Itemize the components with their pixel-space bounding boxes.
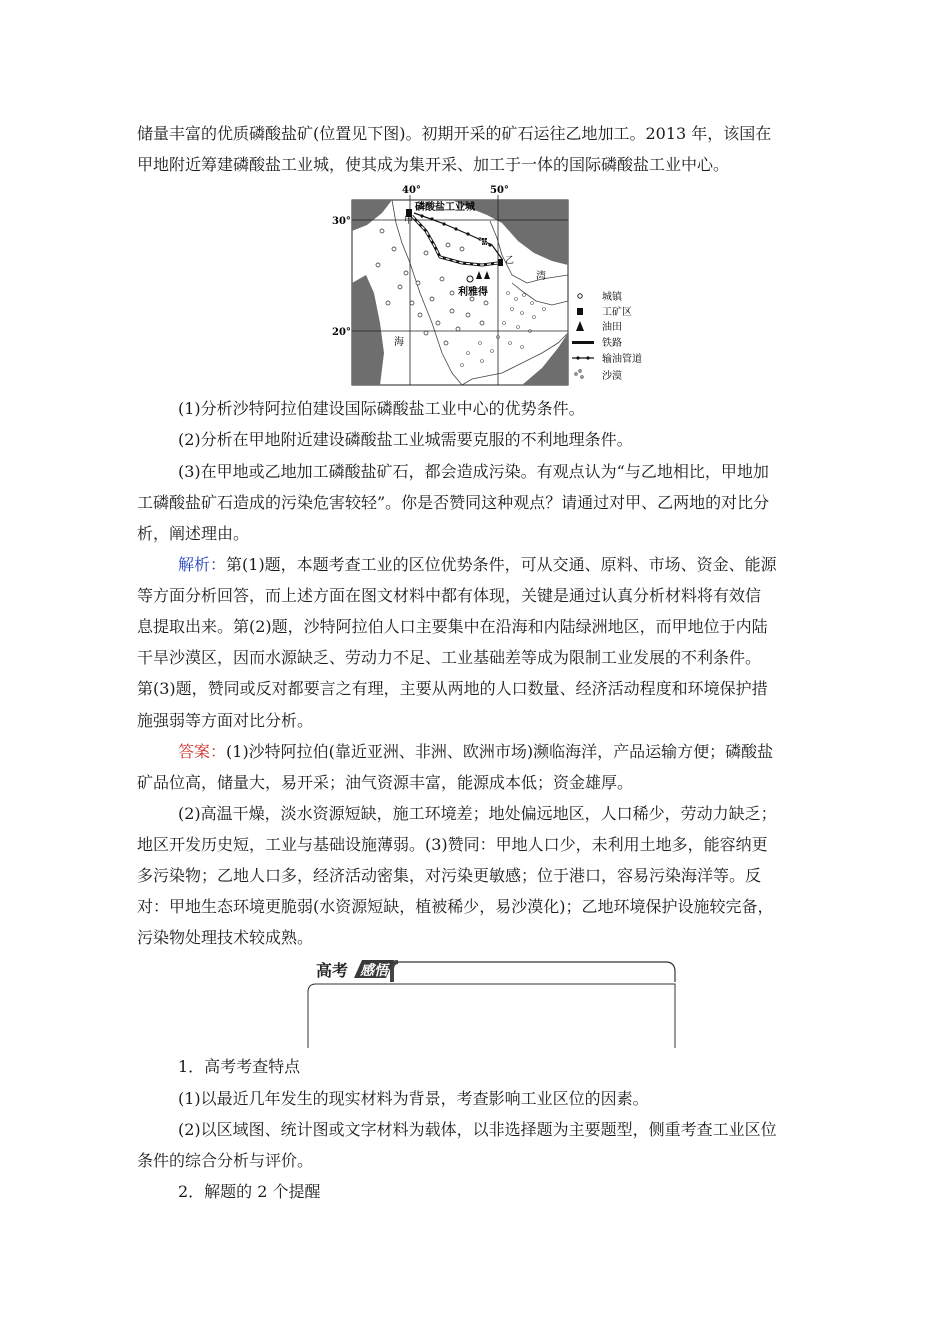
- answer-line-4: 地区开发历史短，工业与基础设施薄弱。(3)赞同：甲地人口少，未利用土地多，能容纳更: [137, 835, 768, 854]
- banner-title-b: 感悟: [360, 963, 388, 979]
- intro-line-2: 甲地附近筹建磷酸盐工业城，使其成为集开采、加工于一体的国际磷酸盐工业中心。: [137, 155, 730, 174]
- map-legend: [572, 290, 642, 382]
- question-2: (2)分析在甲地附近建设磷酸盐工业城需要克服的不利地理条件。: [178, 430, 633, 449]
- analysis-line-5: 第(3)题，赞同或反对都要言之有理，主要从两地的人口数量、经济活动程度和环境保护措: [137, 679, 768, 698]
- legend-desert: 沙漠: [602, 371, 622, 382]
- answer-line-3: (2)高温干燥，淡水资源短缺，施工环境差；地处偏远地区，人口稀少，劳动力缺乏；: [178, 804, 777, 823]
- question-3-line-2: 工磷酸盐矿石造成的污染危害较轻”。你是否赞同这种观点？请通过对甲、乙两地的对比分: [137, 493, 770, 512]
- legend-oilfield: 油田: [602, 322, 622, 333]
- analysis-text-1: 第(1)题，本题考查工业的区位优势条件，可从交通、原料、市场、资金、能源: [226, 555, 777, 574]
- answer-line-5: 多污染物；乙地人口多，经济活动密集，对污染更敏感；位于港口，容易污染海洋等。反: [137, 866, 762, 885]
- legend-mine: 工矿区: [602, 307, 632, 318]
- analysis-line-4: 干旱沙漠区，因而水源缺乏、劳动力不足、工业基础差等成为限制工业发展的不利条件。: [137, 648, 762, 667]
- answer-line-7: 污染物处理技术较成熟。: [137, 928, 314, 947]
- intro-line-1: 储量丰富的优质磷酸盐矿(位置见下图)。初期开采的矿石运往乙地加工。2013 年，该国在: [137, 124, 772, 143]
- answer-label: 答案：: [178, 742, 227, 761]
- question-3-line-1: (3)在甲地或乙地加工磷酸盐矿石，都会造成污染。有观点认为“与乙地相比，甲地加: [178, 462, 769, 481]
- answer-line-1: [178, 742, 858, 762]
- gaokao-banner: [294, 952, 684, 1052]
- banner-title-a: 高考: [316, 961, 349, 980]
- gaokao-point-2-line-2: 条件的综合分析与评价。: [137, 1151, 314, 1170]
- legend-railway: 铁路: [602, 338, 622, 349]
- gaokao-point-1: (1)以最近几年发生的现实材料为背景，考查影响工业区位的因素。: [178, 1089, 649, 1108]
- saudi-map: [322, 183, 662, 393]
- city-label: 磷酸盐工业城: [415, 202, 475, 213]
- yi-label: 乙: [505, 256, 515, 266]
- riyadh-label: 利雅得: [458, 287, 488, 298]
- answer-line-2: 矿品位高，储量大，易开采；油气资源丰富，能源成本低；资金雄厚。: [137, 773, 634, 792]
- analysis-line-1: [178, 555, 858, 575]
- si-label: 斯: [512, 255, 522, 266]
- hai-label: 海: [394, 337, 404, 348]
- lon-40-label: 40°: [402, 185, 421, 196]
- gaokao-point-2-line-1: (2)以区域图、统计图或文字材料为载体，以非选择题为主要题型，侧重考查工业区位: [178, 1120, 777, 1139]
- question-3-line-3: 析，阐述理由。: [137, 524, 250, 543]
- wan-label: 湾: [536, 271, 546, 282]
- jia-label: 甲: [404, 216, 414, 226]
- bo-label: 波: [478, 239, 488, 250]
- answer-line-6: 对：甲地生态环境更脆弱(水资源短缺，植被稀少，易沙漠化)；乙地环境保护设施较完备，: [137, 897, 774, 916]
- analysis-line-2: 等方面分析回答，而上述方面在图文材料中都有体现，关键是通过认真分析材料将有效信: [137, 586, 762, 605]
- analysis-line-6: 施强弱等方面对比分析。: [137, 711, 314, 730]
- analysis-label: 解析：: [178, 555, 227, 574]
- question-1: (1)分析沙特阿拉伯建设国际磷酸盐工业中心的优势条件。: [178, 399, 585, 418]
- gaokao-heading-1: 1．高考考查特点: [178, 1057, 301, 1076]
- lon-50-label: 50°: [490, 185, 509, 196]
- legend-town: 城镇: [602, 292, 622, 303]
- legend-pipeline: 输油管道: [602, 354, 642, 365]
- answer-text-1: (1)沙特阿拉伯(靠近亚洲、非洲、欧洲市场)濒临海洋，产品运输方便；磷酸盐: [226, 742, 774, 761]
- gaokao-heading-2: 2．解题的 2 个提醒: [178, 1182, 321, 1201]
- analysis-line-3: 息提取出来。第(2)题，沙特阿拉伯人口主要集中在沿海和内陆绿洲地区，而甲地位于内陆: [137, 617, 768, 636]
- lat-20-label: 20°: [332, 327, 351, 338]
- hong-label: 红: [366, 267, 376, 278]
- lat-30-label: 30°: [332, 216, 351, 227]
